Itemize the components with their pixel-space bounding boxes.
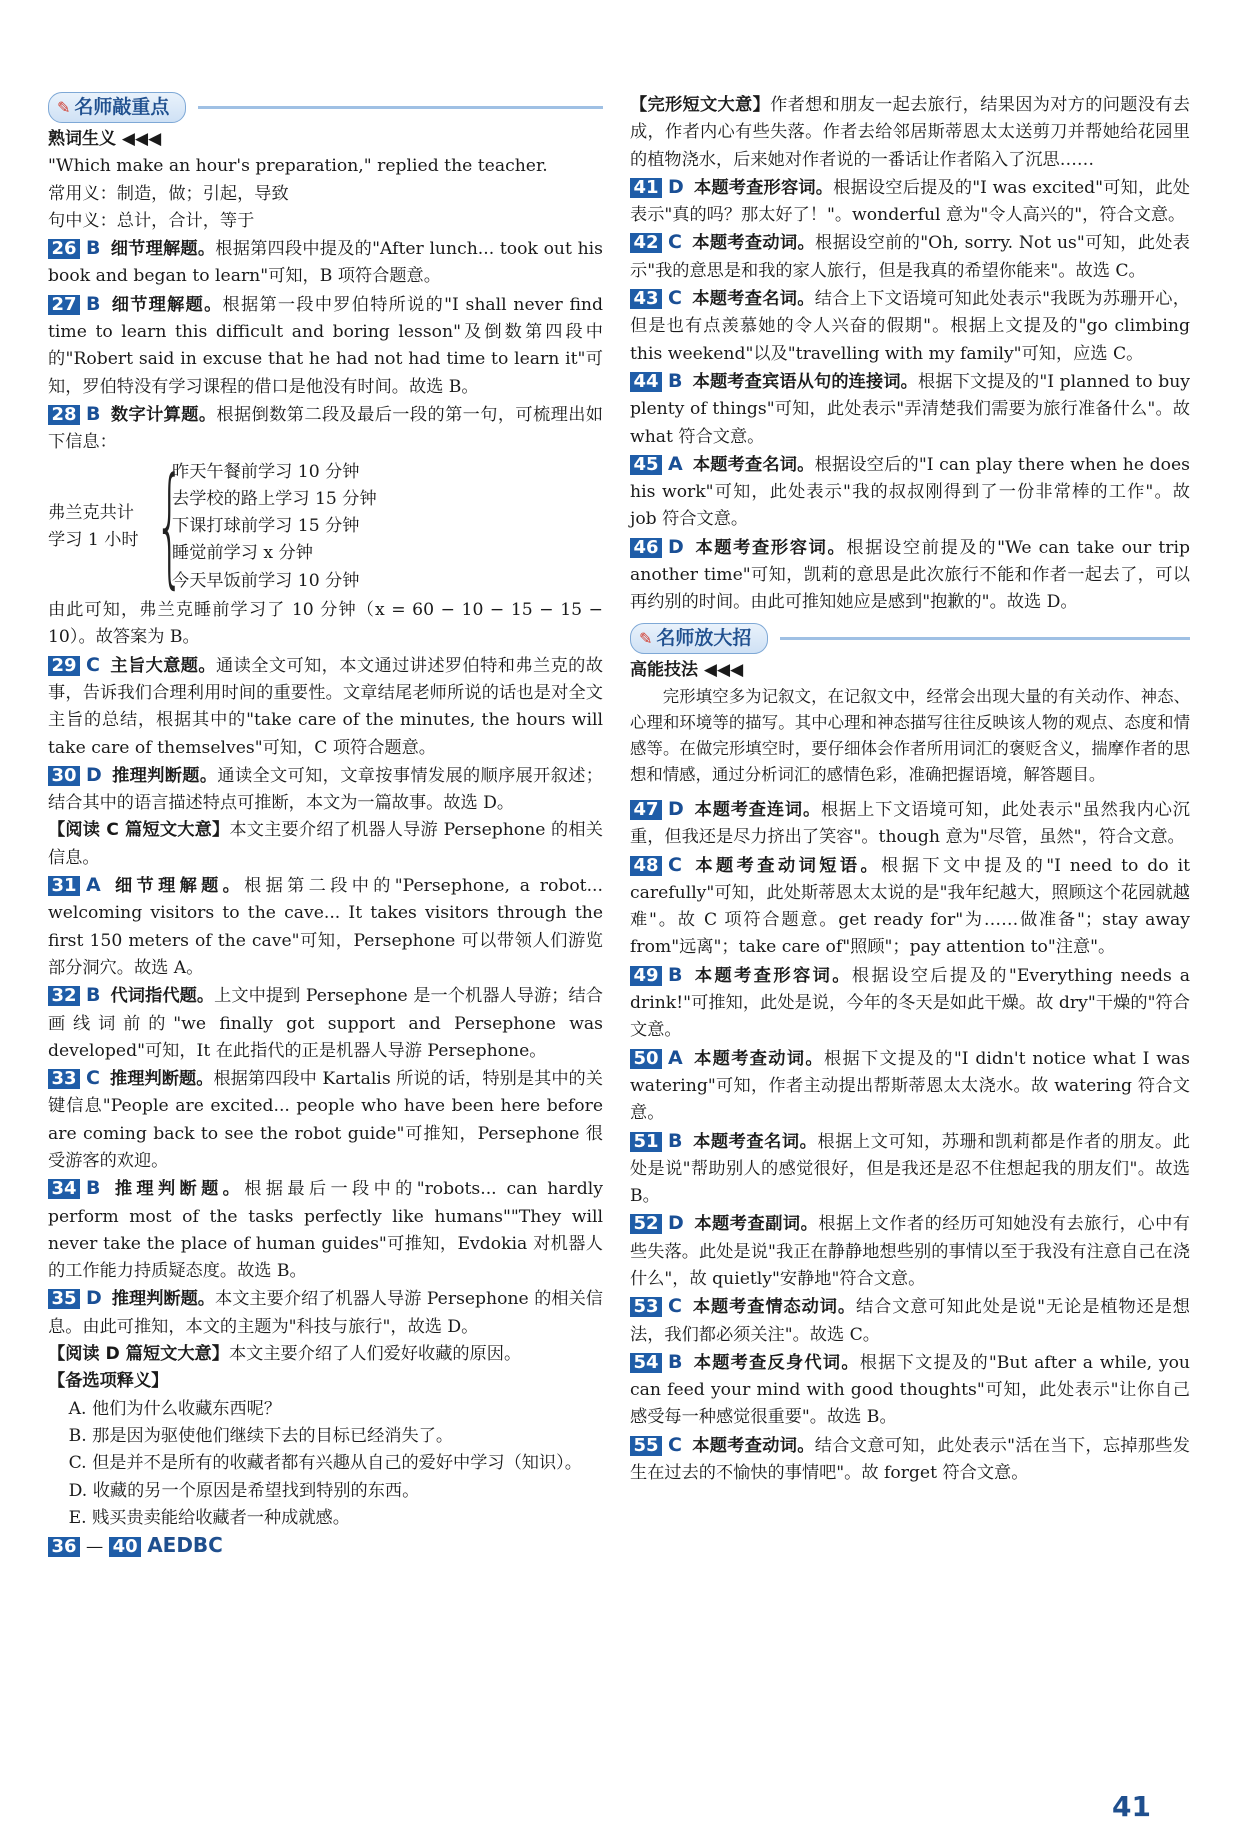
explanation: 本文主要介绍了机器人导游 Persephone 的相关信息。由此可推知，本文的主题为"科技与旅行"，故选 D。 (48, 1289, 603, 1337)
right-column (630, 92, 1190, 1487)
answer-item (630, 174, 1190, 230)
question-type: 本题考查形容词。 (693, 537, 847, 558)
explanation: 根据第一段中罗伯特所说的"I shall never find time to learn this difficult and boring lesson"及倒数第四段中的"Robert said in excuse that he had not had time to learn it"可知，罗伯特没有学习课程的借口是他没有时间。故选 B。 (48, 294, 603, 397)
option-item: D. 收藏的另一个原因是希望找到特别的东西。 (68, 1480, 420, 1501)
explanation: 根据上文作者的经历可知她没有去旅行，心中有些失落。此处是说"我正在静静地想些别的事情以至于我没有注意自己在浇什么"，故 quietly"安静地"符合文意。 (630, 1214, 1190, 1289)
question-type: 代词指代题。 (110, 986, 215, 1007)
teacher-icon: ✎ (57, 98, 71, 117)
question-number: 45 (630, 455, 662, 475)
cloze-summary: 【完形短文大意】作者想和朋友一起去旅行，结果因为对方的问题没有去成，作者内心有些失落。作者去给邻居斯蒂恩太太送剪刀并帮她给花园里的植物浇水，后来她对作者说的一番话让作者陷入了沉思…… (630, 95, 1190, 170)
question-number: 47 (630, 800, 662, 820)
sub-title: 熟词生义 ◀◀◀ (48, 129, 162, 149)
explanation: 根据下文提及的"I didn't notice what I was watering"可知，作者主动提出帮斯蒂恩太太浇水。故 watering 符合文意。 (630, 1048, 1190, 1124)
option-list (48, 1396, 603, 1532)
answer-item (630, 451, 1190, 534)
question-number: 54 (630, 1353, 662, 1373)
question-type: 本题考查反身代词。 (692, 1352, 860, 1373)
question-type: 本题考查形容词。 (692, 965, 852, 986)
answers-group-5 (630, 796, 1190, 1487)
question-number: 31 (48, 876, 80, 896)
question-type: 推理判断题。 (111, 765, 218, 786)
answer-option: C (668, 853, 682, 876)
question-type: 本题考查名词。 (692, 1131, 818, 1152)
answer-option: B (86, 402, 101, 425)
teacher-icon: ✎ (639, 628, 653, 648)
option-item: E. 贱买贵卖能给收藏者一种成就感。 (68, 1507, 350, 1528)
answer-item (48, 1065, 603, 1175)
answer-item (48, 652, 603, 762)
question-type: 推理判断题。 (111, 1289, 215, 1310)
explanation: 根据最后一段中的"robots... can hardly perform most of the tasks perfectly like humans""They will never take the place of human guides"可推知，Evdokia 对机器人的工作能力持质疑态度。故选 B。 (48, 1179, 603, 1282)
brace-symbol: { (155, 448, 185, 601)
explanation: 根据上下文语境可知，此处表示"虽然我内心沉重，但我还是尽力挤出了笑容"。though 意为"尽管，虽然"，符合文意。 (630, 799, 1190, 848)
question-type: 本题考查名词。 (692, 454, 815, 475)
answers-group-3 (48, 872, 603, 1341)
answer-option: B (86, 984, 101, 1007)
answer-option: D (668, 175, 684, 198)
explanation: 根据设空后的"I can play there when he does his work"可知，此处表示"我的叔叔刚得到了一份非常棒的工作"。故 job 符合文意。 (630, 454, 1190, 530)
example-sentence: "Which make an hour's preparation," replied the teacher. (48, 156, 548, 177)
question-type: 细节理解题。 (110, 876, 245, 897)
answers-group-2 (48, 652, 603, 818)
answer-item (630, 368, 1190, 451)
answer-option: C (668, 1433, 682, 1456)
explanation: 结合文意可知此处是说"无论是植物还是想法，我们都必须关注"。故选 C。 (630, 1297, 1190, 1345)
banner-title: 名师敲重点 (74, 96, 170, 118)
explanation: 根据设空前提及的"We can take our trip another time"可知，凯莉的意思是此次旅行不能和作者一起去了，可以再约别的时间。由此可推知她应是感到"抱歉的"。故选 D。 (630, 537, 1190, 613)
answer-item (630, 1293, 1190, 1349)
explanation: 根据下文提及的"I planned to buy plenty of things"可知，此处表示"弄清楚我们需要为旅行准备什么"。故 what 符合文意。 (630, 371, 1190, 447)
question-number: 52 (630, 1214, 662, 1234)
options-title: 【备选项释义】 (48, 1371, 169, 1392)
answer-item (630, 229, 1190, 285)
answer-option: B (668, 1350, 683, 1373)
answer-item (630, 1045, 1190, 1128)
answers-group-4 (630, 174, 1190, 617)
question-number: 44 (630, 372, 662, 392)
answer-item (48, 1285, 603, 1341)
answer-item (630, 285, 1190, 368)
question-number: 27 (48, 295, 80, 315)
explanation: 根据第四段中 Kartalis 所说的话，特别是其中的关键信息"People are excited... people who have been here before are coming back to see the robot guide"可推知，Persephone 很受游客的欢迎。 (48, 1069, 603, 1171)
answer-item (48, 982, 603, 1065)
question-number: 30 (48, 766, 80, 786)
teacher-tricks-banner (630, 623, 1190, 653)
answer-item (48, 1175, 603, 1285)
brace-summary (48, 448, 603, 601)
explanation: 通读全文可知，本文通过讲述罗伯特和弗兰克的故事，告诉我们合理利用时间的重要性。文章结尾老师所说的话也是对全文主旨的总结，根据其中的"take care of the minutes, the hours will take care of themselves"可知，C 项符合题意。 (48, 655, 603, 758)
after-brace: 由此可知，弗兰克睡前学习了 10 分钟（x = 60 − 10 − 15 − 15 − 10）。故答案为 B。 (48, 600, 603, 648)
banner-title: 名师放大招 (656, 626, 752, 649)
answer-item (630, 796, 1190, 852)
question-number: 35 (48, 1289, 80, 1309)
teacher-tips-banner (48, 92, 603, 122)
question-number: 28 (48, 405, 80, 425)
option-item: B. 那是因为驱使他们继续下去的目标已经消失了。 (68, 1425, 454, 1446)
reading-c-summary: 【阅读 C 篇短文大意】本文主要介绍了机器人导游 Persephone 的相关信息。 (48, 820, 603, 868)
question-type: 本题考查动词。 (691, 1435, 815, 1456)
explanation: 根据设空前的"Oh, sorry. Not us"可知，此处表示"我的意思是和我的家人旅行，但是我真的希望你能来"。故选 C。 (630, 233, 1190, 281)
common-meaning: 常用义：制造，做；引起，导致 (48, 183, 289, 204)
answer-item (48, 291, 603, 401)
answer-item (48, 235, 603, 291)
answer-item (48, 872, 603, 982)
answer-option: C (668, 287, 682, 310)
reading-d-summary: 【阅读 D 篇短文大意】本文主要介绍了人们爱好收藏的原因。 (48, 1344, 522, 1365)
answers-group-1 (48, 235, 603, 456)
explanation: 根据倒数第二段及最后一段的第一句，可梳理出如下信息： (48, 404, 603, 453)
question-number: 34 (48, 1179, 80, 1199)
question-type: 本题考查动词短语。 (691, 855, 882, 876)
question-type: 本题考查动词。 (691, 233, 816, 254)
brace-items (172, 459, 377, 595)
question-number: 49 (630, 966, 662, 986)
explanation: 根据第四段中提及的"After lunch... took out his book and began to learn"可知，B 项符合题意。 (48, 239, 603, 287)
explanation: 根据上文可知，苏珊和凯莉都是作者的朋友。此处是说"帮助别人的感觉很好，但是我还是忍不住想起我的朋友们"。故选 B。 (630, 1131, 1190, 1207)
question-type: 本题考查副词。 (693, 1214, 819, 1235)
question-type: 细节理解题。 (110, 239, 216, 260)
answer-option: C (668, 231, 682, 254)
answer-option: C (86, 653, 100, 676)
left-column (48, 92, 603, 1561)
brace-item: 睡觉前学习 x 分钟 (172, 543, 313, 564)
answer-item (630, 534, 1190, 617)
question-type: 本题考查连词。 (693, 799, 822, 820)
answer-option: B (668, 369, 683, 392)
question-type: 主旨大意题。 (109, 655, 217, 676)
question-type: 推理判断题。 (109, 1069, 214, 1090)
question-type: 推理判断题。 (110, 1179, 245, 1200)
answer-option: D (668, 1212, 684, 1235)
question-number: 43 (630, 289, 662, 309)
option-item: C. 但是并不是所有的收藏者都有兴趣从自己的爱好中学习（知识）。 (68, 1453, 582, 1474)
brace-item: 下课打球前学习 15 分钟 (172, 516, 360, 537)
sub-title: 高能技法 ◀◀◀ (630, 659, 744, 680)
brace-item: 昨天午餐前学习 10 分钟 (172, 461, 360, 482)
final-answers: 36 — 40 AEDBC (48, 1532, 603, 1561)
explanation: 上文中提到 Persephone 是一个机器人导游；结合画线词前的"we finally got support and Persephone was developed"可知，It 在此指代的正是机器人导游 Persephone。 (48, 986, 603, 1061)
answer-option: A (86, 874, 101, 897)
explanation: 结合上下文语境可知此处表示"我既为苏珊开心，但是也有点羡慕她的令人兴奋的假期"。根据上文提及的"go climbing this weekend"以及"travelling with my family"可知，应选 C。 (630, 289, 1190, 364)
answer-option: B (86, 292, 101, 315)
answer-item (630, 1128, 1190, 1211)
in-text-meaning: 句中义：总计，合计，等于 (48, 210, 255, 231)
question-number: 29 (48, 656, 80, 676)
question-number: 51 (630, 1132, 662, 1152)
question-number: 32 (48, 986, 80, 1006)
explanation: 根据设空后提及的"I was excited"可知，此处表示"真的吗？那太好了！"。wonderful 意为"令人高兴的"，符合文意。 (630, 177, 1190, 226)
answer-option: A (668, 1046, 683, 1069)
answer-item (48, 762, 603, 818)
answer-item (630, 1349, 1190, 1432)
answer-option: D (86, 763, 102, 786)
explanation: 通读全文可知，文章按事情发展的顺序展开叙述；结合其中的语言描述特点可推断，本文为一篇故事。故选 D。 (48, 765, 603, 814)
question-type: 细节理解题。 (110, 294, 223, 315)
explanation: 根据设空后提及的"Everything needs a drink!"可推知，此处是说，今年的冬天是如此干燥。故 dry"干燥的"符合文意。 (630, 965, 1190, 1041)
question-type: 数字计算题。 (110, 404, 217, 425)
question-number: 53 (630, 1297, 662, 1317)
answer-option: B (668, 963, 683, 986)
tip-text: 完形填空多为记叙文，在记叙文中，经常会出现大量的有关动作、神态、心理和环境等的描写。其中心理和神态描写往往反映该人物的观点、态度和情感等。在做完形填空时，要仔细体会作者所用词汇的褒贬含义，揣摩作者的思想和情感，通过分析词汇的感情色彩，准确把握语境，解答题目。 (630, 686, 1190, 784)
answer-item (630, 962, 1190, 1045)
question-type: 本题考查名词。 (691, 289, 815, 310)
answer-option: C (86, 1067, 100, 1090)
brace-item: 今天早饭前学习 10 分钟 (172, 570, 360, 591)
question-type: 本题考查形容词。 (693, 177, 834, 198)
answer-option: D (668, 797, 684, 820)
answer-option: D (668, 535, 684, 558)
explanation: 根据下文中提及的"I need to do it carefully"可知，此处斯蒂恩太太说的是"我年纪越大，照顾这个花园就越难"。故 C 项符合题意。get ready for"为……做准备"；stay away from"远离"；take care of"照顾"；pay attention to"注意"。 (630, 855, 1190, 958)
question-type: 本题考查动词。 (692, 1048, 824, 1069)
answer-option: A (668, 452, 683, 475)
answer-option: B (668, 1129, 683, 1152)
answer-option: B (86, 1177, 101, 1200)
question-number: 55 (630, 1436, 662, 1456)
question-number: 42 (630, 233, 662, 253)
answer-item (48, 401, 603, 457)
answer-item (630, 1432, 1190, 1488)
question-number: 50 (630, 1049, 662, 1069)
explanation: 结合文意可知，此处表示"活在当下，忘掉那些发生在过去的不愉快的事情吧"。故 forget 符合文意。 (630, 1435, 1190, 1484)
answer-item (630, 1210, 1190, 1293)
question-number: 48 (630, 856, 662, 876)
answer-option: D (86, 1287, 102, 1310)
page-number: 41 (1112, 1790, 1151, 1823)
explanation: 根据第二段中的"Persephone, a robot... welcoming visitors to the cave... It takes visitors through the first 150 meters of the cave"可知，Persephone 可以带领人们游览部分洞穴。故选 A。 (48, 876, 603, 978)
answer-item (630, 852, 1190, 962)
question-type: 本题考查情态动词。 (691, 1297, 856, 1318)
answer-option: C (668, 1295, 682, 1318)
question-type: 本题考查宾语从句的连接词。 (692, 371, 919, 392)
question-number: 33 (48, 1069, 80, 1089)
answer-option: B (86, 237, 101, 260)
question-number: 46 (630, 538, 662, 558)
brace-item: 去学校的路上学习 15 分钟 (172, 488, 377, 509)
brace-label: 弗兰克共计学习 1 小时 (48, 502, 139, 550)
explanation: 根据下文提及的"But after a while, you can feed your mind with good thoughts"可知，此处表示"让你自己感受每一种感觉很重要"。故选 B。 (630, 1352, 1190, 1428)
option-item: A. 他们为什么收藏东西呢？ (68, 1398, 282, 1419)
question-number: 26 (48, 239, 80, 259)
question-number: 41 (630, 178, 662, 198)
